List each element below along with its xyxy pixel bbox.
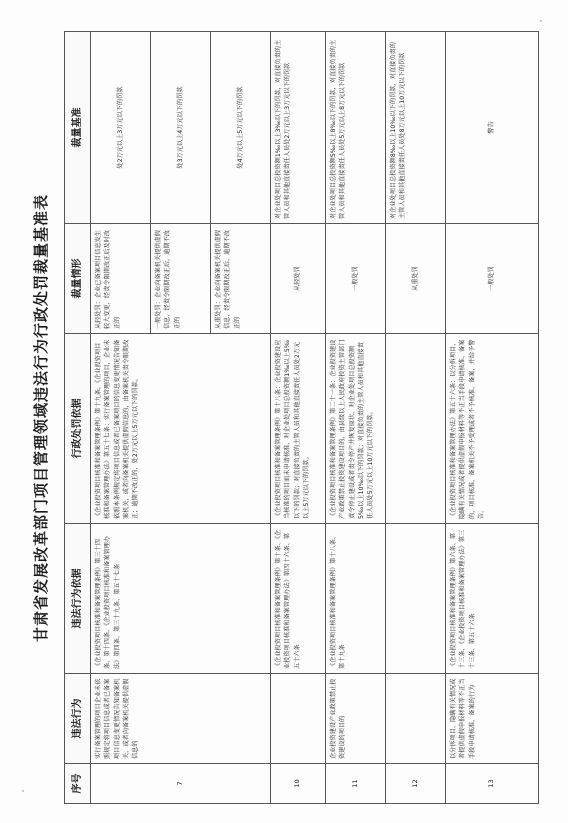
table-row <box>326 32 386 804</box>
penalty-basis-cell <box>386 334 446 524</box>
table-row <box>271 32 326 804</box>
basis-cell: 《企业投资项目核准和备案管理条例》第三十四条、第十四条，《企业投资项目核准和备案管理办法》第四条、第三十九条、第五十七条 <box>91 524 271 674</box>
circumstance-cell: 从重处罚 <box>386 224 446 334</box>
row-number: 12 <box>386 764 446 804</box>
penalty-basis-cell: 《企业投资项目核准和备案管理办法》第五十六条：以分拆项目、隐瞒有关情况或者提供虚假申报材料等不正当手段申请核准、备案的，项目核准、备案机关不予受理或者不予核准、备案，并给予警告。 <box>446 334 539 524</box>
circumstance-cell: 从轻处罚：企业已备案项目信息发生较大变更，经责令限期改正后及时改正的 <box>91 224 151 334</box>
document-title: 甘肃省发展改革部门项目管理领域违法行为行政处罚裁量基准表 <box>32 194 50 643</box>
circumstance-cell: 一般处罚：企业向备案机关提供虚假信息，经责令限期改正后，逾期不改正的 <box>151 224 211 334</box>
violation-cell <box>386 674 446 764</box>
circumstance-cell: 从轻处罚 <box>271 224 326 334</box>
penalty-table <box>64 31 539 804</box>
violation-cell <box>271 674 326 764</box>
standard-cell: 处3万元以上4万元以下的罚款 <box>151 32 211 224</box>
violation-cell: 企业投资建设产业政策禁止投资建设的项目的 <box>326 674 386 764</box>
table-row <box>91 32 151 804</box>
basis-cell <box>386 524 446 674</box>
standard-cell: 处2万元以上3万元以下的罚款 <box>91 32 151 224</box>
violation-cell: 以分拆项目、隐瞒有关情况或者提供虚假申报材料等不正当手段申请核准、备案的行为 <box>446 674 539 764</box>
header-standard: 裁量基准 <box>65 32 91 224</box>
penalty-basis-cell: 《企业投资项目核准和备案管理条例》第二十一条：企业投资建设产业政策禁止投资建设项目的，由县级以上人民政府投资主管部门责令停止建设或者责令停产并恢复原状，对企业处项目总投资额5‰以上10‰以下的罚款；对直接负责的主管人员和其他直接责任人员处5万元以上10万元以下的罚款。 <box>326 334 386 524</box>
standard-cell: 处4万元以上5万元以下的罚款 <box>211 32 271 224</box>
header-circumstance: 裁量情形 <box>65 224 91 334</box>
scan-speck <box>540 20 542 22</box>
standard-cell: 对企业处项目总投资额5‰以上8‰以下的罚款，对直接负责的主管人员和其他直接责任人员处5万元以上8万元以下的罚款 <box>326 32 386 224</box>
scan-speck <box>22 790 24 792</box>
rotated-table-area <box>32 32 538 804</box>
circumstance-cell: 从重处罚：企业向备案机关提供虚假信息，经责令限期改正后，逾期不改正的 <box>211 224 271 334</box>
row-number: 7 <box>91 764 271 804</box>
header-basis: 违法行为依据 <box>65 524 91 674</box>
table-row <box>446 32 539 804</box>
violation-cell: 实行备案管理的项目企业未依照规定将项目信息或者已备案项目信息变更情况告知备案机关，或者向备案机关提供虚假信息的 <box>91 674 271 764</box>
circumstance-cell: 一般处罚 <box>446 224 539 334</box>
header-row <box>65 32 91 804</box>
basis-cell: 《企业投资项目核准和备案管理条例》第十条、《企业投资项目核准和备案管理办法》第四十六条、第五十六条 <box>271 524 326 674</box>
row-number: 13 <box>446 764 539 804</box>
standard-cell: 对企业处项目总投资额8‰以上10‰以下的罚款，对直接负责的主管人员和其他直接责任人员处8万元以上10万元以下的罚款 <box>386 32 446 224</box>
basis-cell: 《企业投资项目核准和备案管理条例》第十八条、第十九条 <box>326 524 386 674</box>
row-number: 11 <box>326 764 386 804</box>
penalty-basis-cell: 《企业投资项目核准和备案管理条例》第十九条，《企业投资项目核准和备案管理办法》第五十七条：实行备案管理的项目，企业未依照本条例规定将项目信息或者已备案项目的信息变更情况告知备案机关，或者向备案机关提供虚假信息的，由备案机关责令限期改正；逾期不改正的，处2万元以上5万元以下的罚款。 <box>91 334 271 524</box>
circumstance-cell: 一般处罚 <box>326 224 386 334</box>
header-no: 序号 <box>65 764 91 804</box>
header-behavior: 违法行为 <box>65 674 91 764</box>
header-penalty-basis: 行政处罚依据 <box>65 334 91 524</box>
basis-cell: 《企业投资项目核准和备案管理条例》第六条、第十三条，《企业投资项目核准和备案管理办法》第三十三条、第五十六条 <box>446 524 539 674</box>
standard-cell: 警告 <box>446 32 539 224</box>
row-number: 10 <box>271 764 326 804</box>
penalty-basis-cell: 《企业投资项目核准和备案管理条例》第十八条：企业投资建设应当核准的项目而未申请核准，对企业处项目总投资额1‰以上5‰以下的罚款；对直接负责的主管人员和其他直接责任人员处2万元以上5万元以下的罚款。 <box>271 334 326 524</box>
table-row <box>386 32 446 804</box>
standard-cell: 对企业处项目总投资额1‰以上3‰以下的罚款，对直接负责的主管人员和其他直接责任人员处2万元以上3万元以下的罚款 <box>271 32 326 224</box>
